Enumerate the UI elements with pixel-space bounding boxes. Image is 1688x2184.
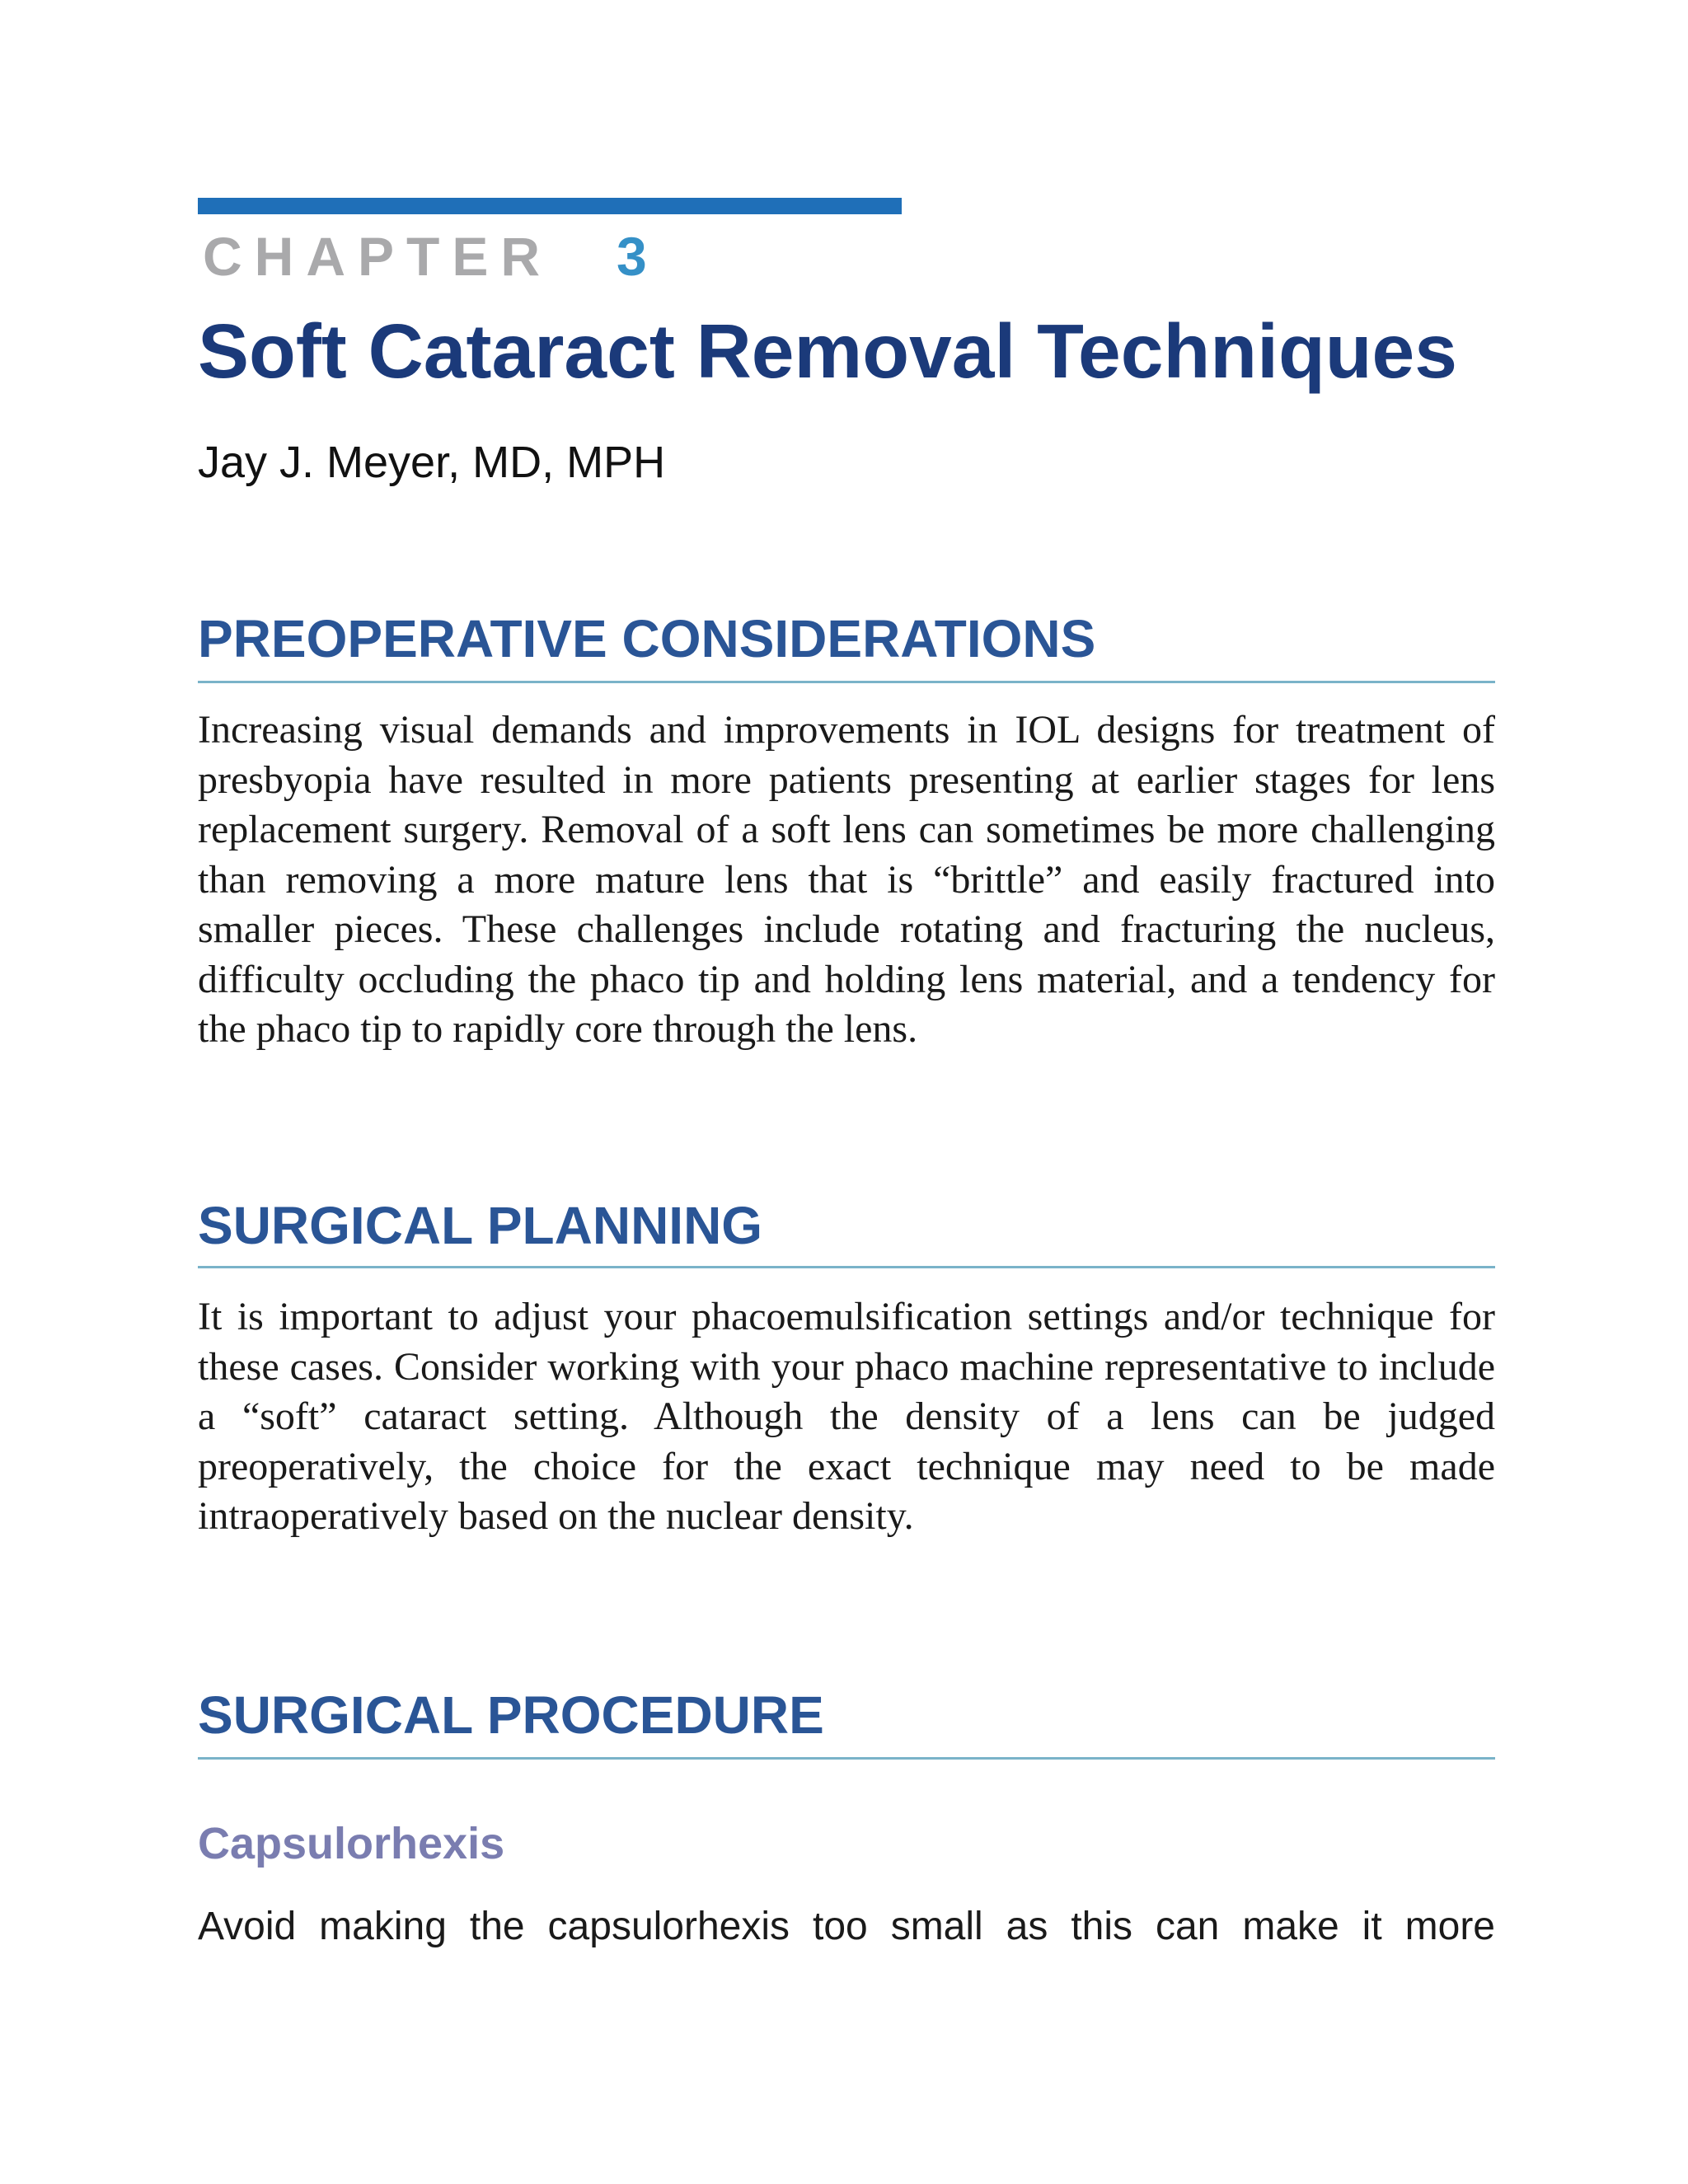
chapter-title: Soft Cataract Removal Techniques	[198, 308, 1458, 394]
chapter-word: CHAPTER	[203, 226, 553, 287]
section-body-preoperative: Increasing visual demands and improvements in IOL designs for treatment of presbyopia have resulted in more patients presenting at earlier stages for lens replacement surgery. Removal of a soft lens can sometimes be more challenging than removing a more mature lens that is “brittle” and easily fractured into smaller pieces. These challenges include rotating and fracturing the nucleus, difficulty occluding the phaco tip and holding lens material, and a tendency for the phaco tip to rapidly core through the lens.	[198, 708, 1495, 1051]
chapter-label	[203, 226, 647, 287]
subsection-body-capsulorhexis: Avoid making the capsulorhexis too small as this can make it more	[198, 1905, 1495, 1948]
section-body-surgical-planning: It is important to adjust your phacoemulsification settings and/or technique for these cases. Consider working with your phaco machine representative to include a “soft” cataract setting. Although the density of a lens can be judged preoperatively, the choice for the exact technique may need to be made intraoperatively based on the nuclear density.	[198, 1295, 1495, 1538]
section-heading-surgical-procedure: SURGICAL PROCEDURE	[198, 1685, 824, 1745]
section-divider	[198, 1266, 1495, 1268]
author-name: Jay J. Meyer, MD, MPH	[198, 438, 666, 487]
chapter-number: 3	[617, 226, 647, 287]
section-divider	[198, 1757, 1495, 1760]
section-divider	[198, 681, 1495, 683]
chapter-accent-bar	[198, 198, 902, 214]
section-heading-preoperative: PREOPERATIVE CONSIDERATIONS	[198, 609, 1096, 668]
subsection-heading-capsulorhexis: Capsulorhexis	[198, 1819, 505, 1868]
section-heading-surgical-planning: SURGICAL PLANNING	[198, 1196, 763, 1255]
